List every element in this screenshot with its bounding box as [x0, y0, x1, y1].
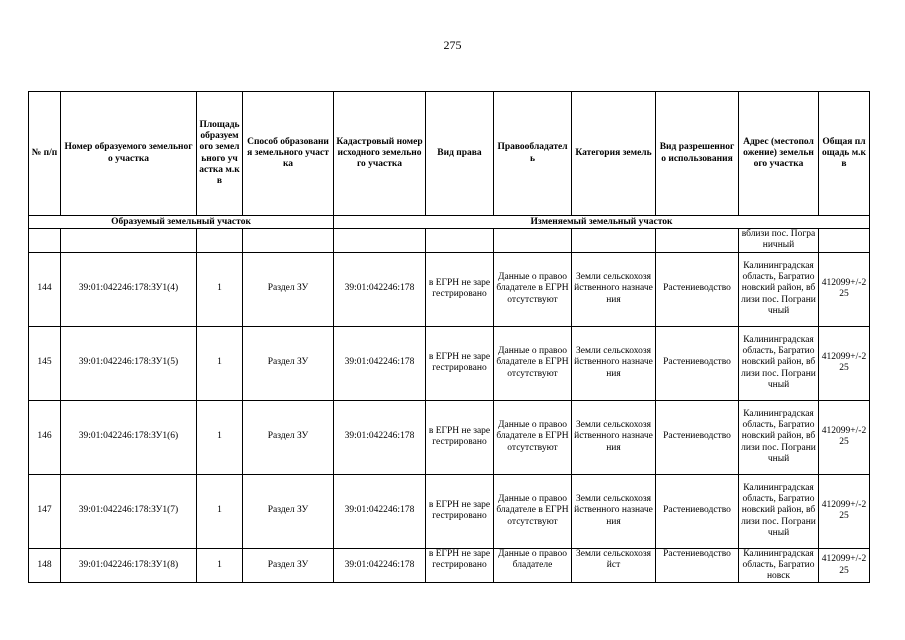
plot-number-cell: 39:01:042246:178:ЗУ1(6) — [61, 400, 197, 474]
land-plot-table — [28, 91, 870, 583]
owner-cell: Данные о правообладателе в ЕГРН отсутствуют — [494, 400, 572, 474]
page-number: 275 — [443, 38, 462, 52]
column-header: Вид разрешенного использования — [656, 92, 739, 216]
section-row — [29, 216, 870, 229]
table-row — [29, 400, 870, 474]
column-header: Вид права — [426, 92, 494, 216]
table-row — [29, 474, 870, 548]
plot-number-cell: 39:01:042246:178:ЗУ1(7) — [61, 474, 197, 548]
formation-method-cell: Раздел ЗУ — [243, 474, 334, 548]
permitted-use-cell: Растениеводство — [656, 326, 739, 400]
plot-area-cell: 1 — [197, 400, 243, 474]
row-number-cell: 147 — [29, 474, 61, 548]
plot-number-cell: 39:01:042246:178:ЗУ1(8) — [61, 548, 197, 583]
land-category-cell: Земли сельскохозяйственного назначения — [572, 252, 656, 326]
section-formed-label: Образуемый земельный участок — [29, 216, 334, 229]
row-number-cell: 145 — [29, 326, 61, 400]
source-cadastral-number-cell: 39:01:042246:178 — [334, 474, 426, 548]
total-area-cell: 412099+/-225 — [819, 326, 870, 400]
owner-cell: Данные о правообладателе в ЕГРН отсутствуют — [494, 326, 572, 400]
right-type-cell: в ЕГРН не зарегестрировано — [426, 400, 494, 474]
column-header: Способ образования земельного участка — [243, 92, 334, 216]
source-cadastral-number-cell: 39:01:042246:178 — [334, 326, 426, 400]
formation-method-cell: Раздел ЗУ — [243, 400, 334, 474]
row-number-cell: 144 — [29, 252, 61, 326]
land-category-cell: Земли сельскохозяйственного назначения — [572, 474, 656, 548]
formation-method-cell: Раздел ЗУ — [243, 326, 334, 400]
table-row — [29, 326, 870, 400]
source-cadastral-number-cell: 39:01:042246:178 — [334, 548, 426, 583]
continuation-address: вблизи пос. Пограничный — [739, 229, 819, 253]
owner-cell: Данные о правообладателе в ЕГРН отсутствуют — [494, 252, 572, 326]
total-area-cell: 412099+/-225 — [819, 548, 870, 583]
land-category-cell: Земли сельскохозяйственного назначения — [572, 400, 656, 474]
header-row — [29, 92, 870, 216]
column-header: № п/п — [29, 92, 61, 216]
column-header: Общая площадь м.кв — [819, 92, 870, 216]
address-cell: Калининградская область, Багратионовский район, вблизи пос. Пограничный — [739, 474, 819, 548]
right-type-cell: в ЕГРН не зарегестрировано — [426, 252, 494, 326]
plot-area-cell: 1 — [197, 326, 243, 400]
continuation-row — [29, 229, 870, 253]
permitted-use-cell: Растениеводство — [656, 548, 739, 583]
plot-area-cell: 1 — [197, 474, 243, 548]
land-category-cell: Земли сельскохозяйственного назначения — [572, 326, 656, 400]
total-area-cell: 412099+/-225 — [819, 400, 870, 474]
formation-method-cell: Раздел ЗУ — [243, 252, 334, 326]
column-header: Площадь образуемого земельного участка м.кв — [197, 92, 243, 216]
column-header: Кадастровый номер исходного земельного участка — [334, 92, 426, 216]
plot-number-cell: 39:01:042246:178:ЗУ1(5) — [61, 326, 197, 400]
column-header: Правообладатель — [494, 92, 572, 216]
address-cell: Калининградская область, Багратионовский район, вблизи пос. Пограничный — [739, 252, 819, 326]
source-cadastral-number-cell: 39:01:042246:178 — [334, 252, 426, 326]
row-number-cell: 148 — [29, 548, 61, 583]
address-cell: Калининградская область, Багратионовск — [739, 548, 819, 583]
row-number-cell: 146 — [29, 400, 61, 474]
table-row — [29, 548, 870, 583]
column-header: Номер образуемого земельного участка — [61, 92, 197, 216]
column-header: Категория земель — [572, 92, 656, 216]
table-row — [29, 252, 870, 326]
permitted-use-cell: Растениеводство — [656, 474, 739, 548]
plot-number-cell: 39:01:042246:178:ЗУ1(4) — [61, 252, 197, 326]
source-cadastral-number-cell: 39:01:042246:178 — [334, 400, 426, 474]
right-type-cell: в ЕГРН не зарегестрировано — [426, 548, 494, 583]
address-cell: Калининградская область, Багратионовский район, вблизи пос. Пограничный — [739, 326, 819, 400]
plot-area-cell: 1 — [197, 252, 243, 326]
total-area-cell: 412099+/-225 — [819, 252, 870, 326]
permitted-use-cell: Растениеводство — [656, 400, 739, 474]
owner-cell: Данные о правообладателе — [494, 548, 572, 583]
plot-area-cell: 1 — [197, 548, 243, 583]
address-cell: Калининградская область, Багратионовский район, вблизи пос. Пограничный — [739, 400, 819, 474]
right-type-cell: в ЕГРН не зарегестрировано — [426, 474, 494, 548]
land-category-cell: Земли сельскохозяйст — [572, 548, 656, 583]
section-changed-label: Изменяемый земельный участок — [334, 216, 870, 229]
permitted-use-cell: Растениеводство — [656, 252, 739, 326]
column-header: Адрес (местоположение) земельного участка — [739, 92, 819, 216]
right-type-cell: в ЕГРН не зарегестрировано — [426, 326, 494, 400]
owner-cell: Данные о правообладателе в ЕГРН отсутствуют — [494, 474, 572, 548]
formation-method-cell: Раздел ЗУ — [243, 548, 334, 583]
total-area-cell: 412099+/-225 — [819, 474, 870, 548]
